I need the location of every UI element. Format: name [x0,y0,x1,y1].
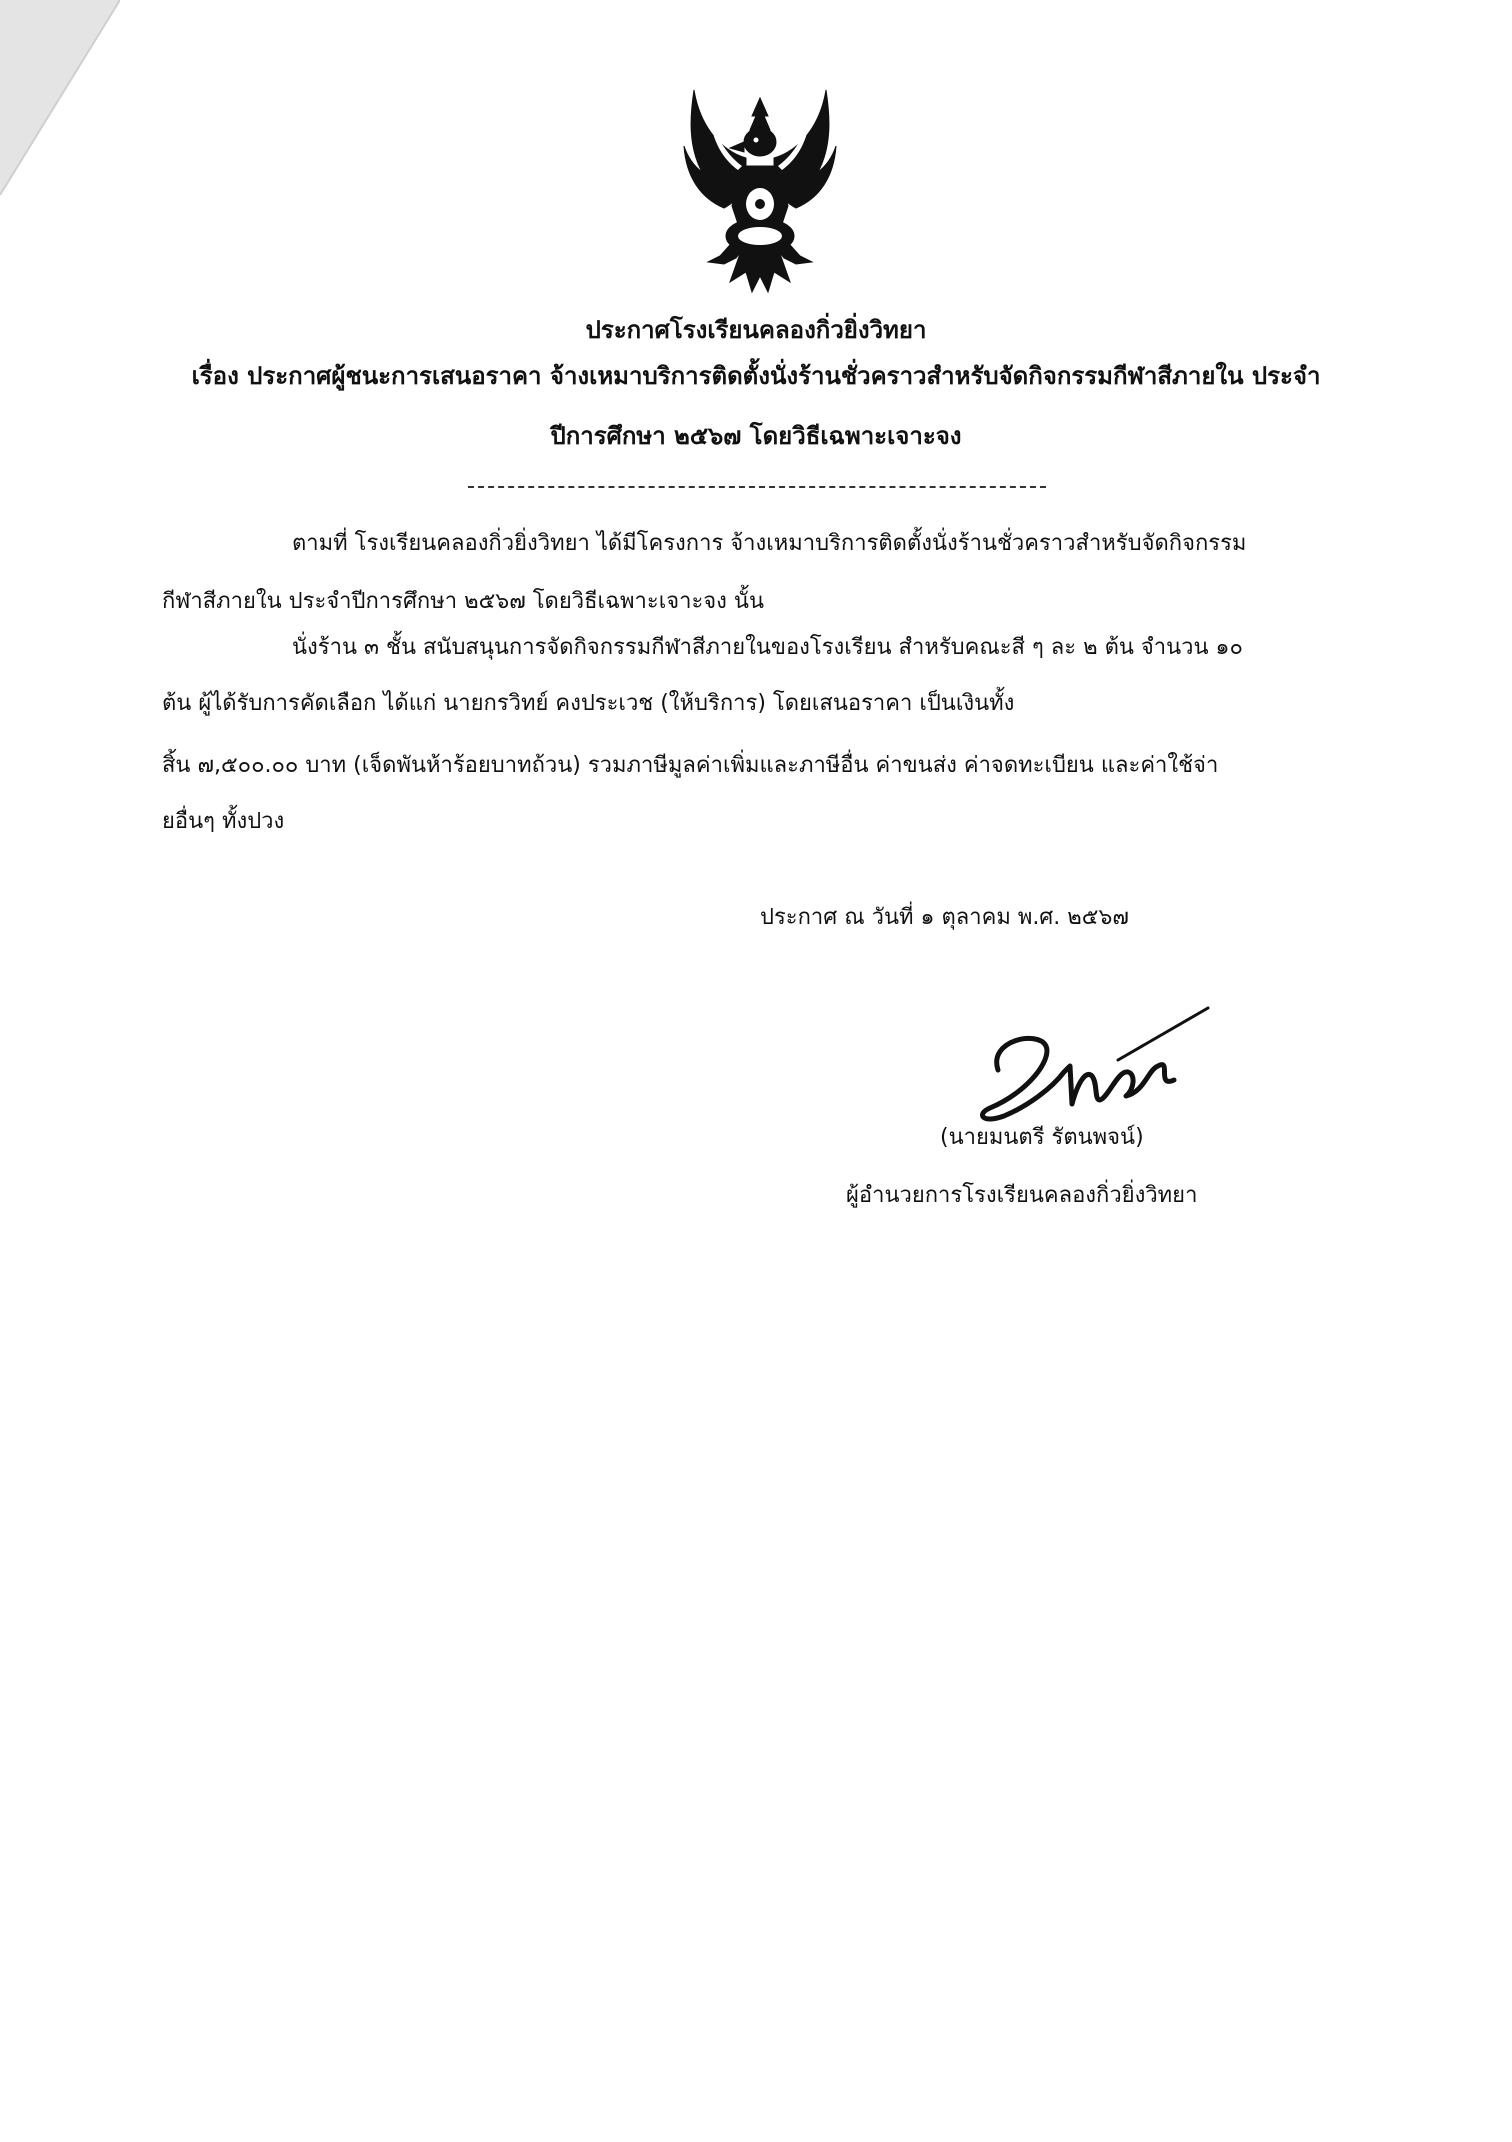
signatory-position: ผู้อำนวยการโรงเรียนคลองกิ่วยิ่งวิทยา [846,1183,1198,1208]
folded-corner [0,0,120,200]
paragraph-2-line-1: นั่งร้าน ๓ ชั้น สนับสนุนการจัดกิจกรรมกีฬาสีภายในของโรงเรียน สำหรับคณะสี ๆ ละ ๒ ต้น จำนวน ๑๐ [292,635,1243,660]
signatory-name: (นายมนตรี รัตนพจน์) [940,1125,1144,1150]
announcement-subject: เรื่อง ประกาศผู้ชนะการเสนอราคา จ้างเหมาบริการติดตั้งนั่งร้านชั่วคราวสำหรับจัดกิจกรรมกีฬาสีภายใน ประจำ [191,362,1321,390]
announcement-subject-continued: ปีการศึกษา ๒๕๖๗ โดยวิธีเฉพาะเจาะจง [550,422,962,450]
garuda-seal-icon [680,86,840,300]
announcement-title: ประกาศโรงเรียนคลองกิ่วยิ่งวิทยา [585,316,927,344]
paragraph-2-line-2: ต้น ผู้ได้รับการคัดเลือก ได้แก่ นายกรวิทย์ คงประเวช (ให้บริการ) โดยเสนอราคา เป็นเงินทั้ง [162,691,1015,716]
title-divider [468,486,1046,488]
paragraph-2-line-4: ยอื่นๆ ทั้งปวง [162,809,285,834]
paragraph-1-line-1: ตามที่ โรงเรียนคลองกิ่วยิ่งวิทยา ได้มีโครงการ จ้างเหมาบริการติดตั้งนั่งร้านชั่วคราวสำหรับจัดกิจกรรม [292,531,1247,556]
paragraph-2-line-3: สิ้น ๗,๕๐๐.๐๐ บาท (เจ็ดพันห้าร้อยบาทถ้วน) รวมภาษีมูลค่าเพิ่มและภาษีอื่น ค่าขนส่ง ค่าจดทะเบียน และค่าใช้จ่า [162,753,1219,778]
handwritten-signature [968,1000,1218,1130]
announcement-date: ประกาศ ณ วันที่ ๑ ตุลาคม พ.ศ. ๒๕๖๗ [760,905,1129,930]
paragraph-1-line-2: กีฬาสีภายใน ประจำปีการศึกษา ๒๕๖๗ โดยวิธีเฉพาะเจาะจง นั้น [162,589,764,614]
